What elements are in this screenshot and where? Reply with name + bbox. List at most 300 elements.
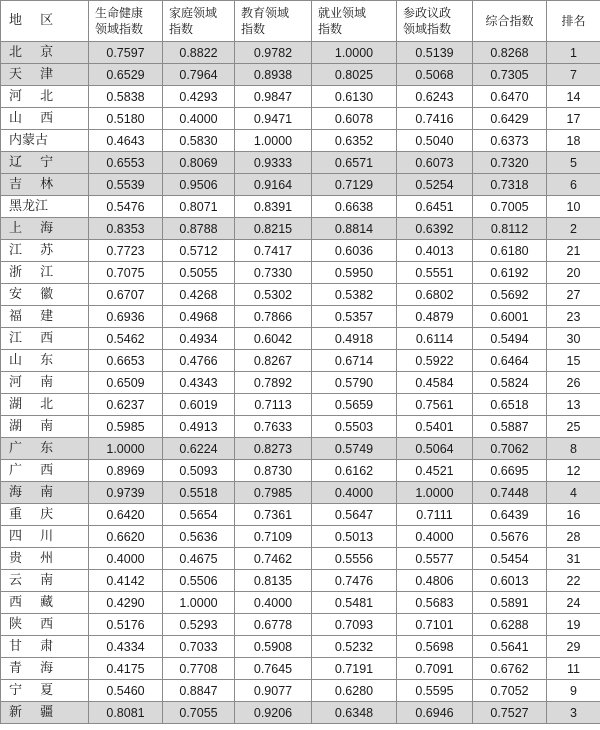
- employment-index-cell: 0.6571: [312, 152, 397, 174]
- employment-index-cell: 0.5749: [312, 438, 397, 460]
- employment-index-cell: 0.6130: [312, 86, 397, 108]
- life-health-index-cell: 0.8353: [89, 218, 163, 240]
- life-health-index-cell: 0.6653: [89, 350, 163, 372]
- table-row: [1, 42, 600, 64]
- composite-index-cell: 0.6464: [473, 350, 547, 372]
- education-index-cell: 0.8135: [235, 570, 312, 592]
- rank-cell: 17: [547, 108, 600, 130]
- region-cell: 甘 肃: [1, 636, 89, 658]
- table-row: [1, 152, 600, 174]
- rank-cell: 2: [547, 218, 600, 240]
- employment-index-cell: 0.5556: [312, 548, 397, 570]
- composite-index-cell: 0.5887: [473, 416, 547, 438]
- composite-index-cell: 0.5494: [473, 328, 547, 350]
- rank-cell: 1: [547, 42, 600, 64]
- political-participation-index-cell: 0.4879: [397, 306, 473, 328]
- region-cell: 吉 林: [1, 174, 89, 196]
- political-participation-index-cell: 0.4584: [397, 372, 473, 394]
- region-cell: 浙 江: [1, 262, 89, 284]
- table-row: [1, 482, 600, 504]
- family-index-cell: 0.4675: [163, 548, 235, 570]
- region-cell: 山 东: [1, 350, 89, 372]
- political-participation-index-cell: 0.6946: [397, 702, 473, 724]
- composite-index-cell: 0.6695: [473, 460, 547, 482]
- rank-cell: 31: [547, 548, 600, 570]
- employment-index-cell: 0.7476: [312, 570, 397, 592]
- political-participation-index-cell: 0.7101: [397, 614, 473, 636]
- table-row: [1, 592, 600, 614]
- column-header-line: 指数: [169, 22, 194, 36]
- composite-index-cell: 0.6470: [473, 86, 547, 108]
- rank-cell: 10: [547, 196, 600, 218]
- composite-index-cell: 0.7305: [473, 64, 547, 86]
- employment-index-cell: 0.6162: [312, 460, 397, 482]
- education-index-cell: 0.5908: [235, 636, 312, 658]
- political-participation-index-cell: 0.5401: [397, 416, 473, 438]
- rank-cell: 21: [547, 240, 600, 262]
- rank-cell: 27: [547, 284, 600, 306]
- life-health-index-cell: 0.5539: [89, 174, 163, 196]
- political-participation-index-cell: 0.5683: [397, 592, 473, 614]
- employment-index-cell: 0.6348: [312, 702, 397, 724]
- composite-index-cell: 0.6373: [473, 130, 547, 152]
- table-row: [1, 306, 600, 328]
- rank-cell: 7: [547, 64, 600, 86]
- table-row: [1, 504, 600, 526]
- life-health-index-cell: 0.4290: [89, 592, 163, 614]
- life-health-index-cell: 0.5462: [89, 328, 163, 350]
- family-index-cell: 0.7033: [163, 636, 235, 658]
- family-index-cell: 0.4293: [163, 86, 235, 108]
- header-row: [1, 1, 600, 42]
- family-index-cell: 0.8847: [163, 680, 235, 702]
- table-row: [1, 284, 600, 306]
- employment-index-cell: 0.6036: [312, 240, 397, 262]
- employment-index-cell: 0.7093: [312, 614, 397, 636]
- region-cell: 西 藏: [1, 592, 89, 614]
- life-health-index-cell: 0.4643: [89, 130, 163, 152]
- column-header-line: 生命健康: [95, 6, 144, 20]
- family-index-cell: 0.8071: [163, 196, 235, 218]
- life-health-index-cell: 0.7075: [89, 262, 163, 284]
- region-cell: 山 西: [1, 108, 89, 130]
- column-header-line: 教育领域: [241, 6, 290, 20]
- column-header-family-index: [163, 1, 235, 42]
- family-index-cell: 0.4000: [163, 108, 235, 130]
- column-header-line: 就业领域: [318, 6, 367, 20]
- composite-index-cell: 0.8268: [473, 42, 547, 64]
- political-participation-index-cell: 0.6073: [397, 152, 473, 174]
- employment-index-cell: 0.6280: [312, 680, 397, 702]
- region-cell: 黑龙江: [1, 196, 89, 218]
- composite-index-cell: 0.5454: [473, 548, 547, 570]
- region-cell: 天 津: [1, 64, 89, 86]
- table-row: [1, 328, 600, 350]
- political-participation-index-cell: 0.5595: [397, 680, 473, 702]
- column-header-line: 综合指数: [485, 14, 534, 28]
- table-row: [1, 130, 600, 152]
- rank-cell: 26: [547, 372, 600, 394]
- life-health-index-cell: 0.6620: [89, 526, 163, 548]
- employment-index-cell: 0.5790: [312, 372, 397, 394]
- life-health-index-cell: 0.5476: [89, 196, 163, 218]
- political-participation-index-cell: 0.6114: [397, 328, 473, 350]
- table-header: [1, 1, 600, 42]
- column-header-line: 参政议政: [403, 6, 452, 20]
- family-index-cell: 0.8788: [163, 218, 235, 240]
- region-cell: 安 徽: [1, 284, 89, 306]
- life-health-index-cell: 0.4142: [89, 570, 163, 592]
- table-row: [1, 108, 600, 130]
- composite-index-cell: 0.6762: [473, 658, 547, 680]
- table-row: [1, 372, 600, 394]
- rank-cell: 28: [547, 526, 600, 548]
- life-health-index-cell: 0.8969: [89, 460, 163, 482]
- education-index-cell: 0.4000: [235, 592, 312, 614]
- life-health-index-cell: 0.5180: [89, 108, 163, 130]
- family-index-cell: 0.5654: [163, 504, 235, 526]
- table-row: [1, 548, 600, 570]
- employment-index-cell: 0.5232: [312, 636, 397, 658]
- employment-index-cell: 0.5382: [312, 284, 397, 306]
- composite-index-cell: 0.7527: [473, 702, 547, 724]
- life-health-index-cell: 0.6529: [89, 64, 163, 86]
- table-row: [1, 636, 600, 658]
- rank-cell: 20: [547, 262, 600, 284]
- column-header-composite-index: [473, 1, 547, 42]
- political-participation-index-cell: 0.5068: [397, 64, 473, 86]
- composite-index-cell: 0.6180: [473, 240, 547, 262]
- life-health-index-cell: 0.6509: [89, 372, 163, 394]
- family-index-cell: 0.4268: [163, 284, 235, 306]
- region-cell: 江 西: [1, 328, 89, 350]
- political-participation-index-cell: 0.5698: [397, 636, 473, 658]
- employment-index-cell: 0.5659: [312, 394, 397, 416]
- political-participation-index-cell: 0.6451: [397, 196, 473, 218]
- life-health-index-cell: 0.7597: [89, 42, 163, 64]
- education-index-cell: 0.9847: [235, 86, 312, 108]
- table-row: [1, 86, 600, 108]
- family-index-cell: 0.5712: [163, 240, 235, 262]
- table-row: [1, 218, 600, 240]
- education-index-cell: 0.7985: [235, 482, 312, 504]
- table-row: [1, 240, 600, 262]
- family-index-cell: 0.8822: [163, 42, 235, 64]
- political-participation-index-cell: 0.5577: [397, 548, 473, 570]
- life-health-index-cell: 0.6707: [89, 284, 163, 306]
- rank-cell: 30: [547, 328, 600, 350]
- region-cell: 海 南: [1, 482, 89, 504]
- table-row: [1, 174, 600, 196]
- rank-cell: 11: [547, 658, 600, 680]
- region-cell: 河 南: [1, 372, 89, 394]
- education-index-cell: 1.0000: [235, 130, 312, 152]
- column-header-education-index: [235, 1, 312, 42]
- composite-index-cell: 0.5824: [473, 372, 547, 394]
- family-index-cell: 0.6224: [163, 438, 235, 460]
- family-index-cell: 0.4766: [163, 350, 235, 372]
- life-health-index-cell: 0.5176: [89, 614, 163, 636]
- rank-cell: 22: [547, 570, 600, 592]
- education-index-cell: 0.7892: [235, 372, 312, 394]
- family-index-cell: 0.9506: [163, 174, 235, 196]
- composite-index-cell: 0.7052: [473, 680, 547, 702]
- education-index-cell: 0.8938: [235, 64, 312, 86]
- education-index-cell: 0.7417: [235, 240, 312, 262]
- rank-cell: 23: [547, 306, 600, 328]
- rank-cell: 8: [547, 438, 600, 460]
- rank-cell: 12: [547, 460, 600, 482]
- life-health-index-cell: 0.6237: [89, 394, 163, 416]
- education-index-cell: 0.9164: [235, 174, 312, 196]
- education-index-cell: 0.7866: [235, 306, 312, 328]
- education-index-cell: 0.9206: [235, 702, 312, 724]
- table-row: [1, 702, 600, 724]
- family-index-cell: 0.5293: [163, 614, 235, 636]
- political-participation-index-cell: 0.7561: [397, 394, 473, 416]
- column-header-line: 排名: [561, 14, 586, 28]
- education-index-cell: 0.9333: [235, 152, 312, 174]
- family-index-cell: 0.6019: [163, 394, 235, 416]
- region-cell: 贵 州: [1, 548, 89, 570]
- column-header-employment-index: [312, 1, 397, 42]
- composite-index-cell: 0.6429: [473, 108, 547, 130]
- education-index-cell: 0.9471: [235, 108, 312, 130]
- education-index-cell: 0.7645: [235, 658, 312, 680]
- table-row: [1, 262, 600, 284]
- life-health-index-cell: 0.5838: [89, 86, 163, 108]
- column-header-line: 指数: [241, 22, 266, 36]
- employment-index-cell: 0.4000: [312, 482, 397, 504]
- composite-index-cell: 0.6001: [473, 306, 547, 328]
- family-index-cell: 0.5506: [163, 570, 235, 592]
- employment-index-cell: 1.0000: [312, 42, 397, 64]
- employment-index-cell: 0.7191: [312, 658, 397, 680]
- employment-index-cell: 0.5503: [312, 416, 397, 438]
- family-index-cell: 0.5518: [163, 482, 235, 504]
- composite-index-cell: 0.5676: [473, 526, 547, 548]
- education-index-cell: 0.6042: [235, 328, 312, 350]
- political-participation-index-cell: 0.7416: [397, 108, 473, 130]
- region-cell: 江 苏: [1, 240, 89, 262]
- region-cell: 云 南: [1, 570, 89, 592]
- composite-index-cell: 0.7320: [473, 152, 547, 174]
- education-index-cell: 0.9782: [235, 42, 312, 64]
- political-participation-index-cell: 0.4521: [397, 460, 473, 482]
- political-participation-index-cell: 0.5922: [397, 350, 473, 372]
- education-index-cell: 0.7113: [235, 394, 312, 416]
- rank-cell: 6: [547, 174, 600, 196]
- rank-cell: 29: [547, 636, 600, 658]
- table-row: [1, 350, 600, 372]
- political-participation-index-cell: 0.5139: [397, 42, 473, 64]
- composite-index-cell: 0.6013: [473, 570, 547, 592]
- composite-index-cell: 0.5692: [473, 284, 547, 306]
- political-participation-index-cell: 0.4013: [397, 240, 473, 262]
- life-health-index-cell: 0.8081: [89, 702, 163, 724]
- table-row: [1, 614, 600, 636]
- region-cell: 四 川: [1, 526, 89, 548]
- region-cell: 辽 宁: [1, 152, 89, 174]
- life-health-index-cell: 0.4334: [89, 636, 163, 658]
- column-header-rank: [547, 1, 600, 42]
- life-health-index-cell: 0.6936: [89, 306, 163, 328]
- political-participation-index-cell: 0.6392: [397, 218, 473, 240]
- employment-index-cell: 0.5357: [312, 306, 397, 328]
- education-index-cell: 0.7330: [235, 262, 312, 284]
- life-health-index-cell: 0.4175: [89, 658, 163, 680]
- employment-index-cell: 0.6352: [312, 130, 397, 152]
- column-header-line: 领域指数: [403, 22, 452, 36]
- life-health-index-cell: 0.7723: [89, 240, 163, 262]
- political-participation-index-cell: 0.5040: [397, 130, 473, 152]
- rank-cell: 3: [547, 702, 600, 724]
- family-index-cell: 0.7708: [163, 658, 235, 680]
- education-index-cell: 0.7361: [235, 504, 312, 526]
- composite-index-cell: 0.7062: [473, 438, 547, 460]
- region-cell: 上 海: [1, 218, 89, 240]
- rank-cell: 5: [547, 152, 600, 174]
- family-index-cell: 0.5093: [163, 460, 235, 482]
- composite-index-cell: 0.7448: [473, 482, 547, 504]
- table-row: [1, 64, 600, 86]
- family-index-cell: 0.4968: [163, 306, 235, 328]
- region-cell: 新 疆: [1, 702, 89, 724]
- region-cell: 湖 南: [1, 416, 89, 438]
- education-index-cell: 0.6778: [235, 614, 312, 636]
- rank-cell: 25: [547, 416, 600, 438]
- rank-cell: 13: [547, 394, 600, 416]
- employment-index-cell: 0.5950: [312, 262, 397, 284]
- life-health-index-cell: 0.5985: [89, 416, 163, 438]
- rank-cell: 15: [547, 350, 600, 372]
- family-index-cell: 1.0000: [163, 592, 235, 614]
- employment-index-cell: 0.5647: [312, 504, 397, 526]
- employment-index-cell: 0.7129: [312, 174, 397, 196]
- composite-index-cell: 0.8112: [473, 218, 547, 240]
- table-row: [1, 526, 600, 548]
- life-health-index-cell: 0.6553: [89, 152, 163, 174]
- political-participation-index-cell: 0.5064: [397, 438, 473, 460]
- family-index-cell: 0.4934: [163, 328, 235, 350]
- political-participation-index-cell: 0.6243: [397, 86, 473, 108]
- column-header-line: 地 区: [9, 13, 54, 28]
- education-index-cell: 0.8391: [235, 196, 312, 218]
- composite-index-cell: 0.7318: [473, 174, 547, 196]
- political-participation-index-cell: 0.4806: [397, 570, 473, 592]
- education-index-cell: 0.8215: [235, 218, 312, 240]
- education-index-cell: 0.8273: [235, 438, 312, 460]
- family-index-cell: 0.5055: [163, 262, 235, 284]
- political-participation-index-cell: 0.6802: [397, 284, 473, 306]
- region-cell: 广 东: [1, 438, 89, 460]
- table-row: [1, 394, 600, 416]
- column-header-line: 领域指数: [95, 22, 144, 36]
- education-index-cell: 0.9077: [235, 680, 312, 702]
- rank-cell: 19: [547, 614, 600, 636]
- composite-index-cell: 0.5641: [473, 636, 547, 658]
- region-cell: 重 庆: [1, 504, 89, 526]
- political-participation-index-cell: 0.4000: [397, 526, 473, 548]
- region-cell: 宁 夏: [1, 680, 89, 702]
- table-row: [1, 658, 600, 680]
- employment-index-cell: 0.8814: [312, 218, 397, 240]
- political-participation-index-cell: 1.0000: [397, 482, 473, 504]
- table-row: [1, 570, 600, 592]
- column-header-political-participation-index: [397, 1, 473, 42]
- rank-cell: 18: [547, 130, 600, 152]
- column-header-region: [1, 1, 89, 42]
- composite-index-cell: 0.6192: [473, 262, 547, 284]
- political-participation-index-cell: 0.5551: [397, 262, 473, 284]
- table-row: [1, 680, 600, 702]
- rank-cell: 16: [547, 504, 600, 526]
- life-health-index-cell: 0.5460: [89, 680, 163, 702]
- employment-index-cell: 0.6714: [312, 350, 397, 372]
- employment-index-cell: 0.8025: [312, 64, 397, 86]
- region-cell: 福 建: [1, 306, 89, 328]
- composite-index-cell: 0.6439: [473, 504, 547, 526]
- column-header-life-health-index: [89, 1, 163, 42]
- political-participation-index-cell: 0.5254: [397, 174, 473, 196]
- employment-index-cell: 0.5013: [312, 526, 397, 548]
- rank-cell: 4: [547, 482, 600, 504]
- table-row: [1, 416, 600, 438]
- life-health-index-cell: 0.6420: [89, 504, 163, 526]
- composite-index-cell: 0.6518: [473, 394, 547, 416]
- education-index-cell: 0.7109: [235, 526, 312, 548]
- composite-index-cell: 0.7005: [473, 196, 547, 218]
- education-index-cell: 0.5302: [235, 284, 312, 306]
- region-cell: 河 北: [1, 86, 89, 108]
- family-index-cell: 0.5636: [163, 526, 235, 548]
- employment-index-cell: 0.5481: [312, 592, 397, 614]
- table-row: [1, 438, 600, 460]
- table-row: [1, 460, 600, 482]
- family-index-cell: 0.5830: [163, 130, 235, 152]
- family-index-cell: 0.4913: [163, 416, 235, 438]
- education-index-cell: 0.8267: [235, 350, 312, 372]
- life-health-index-cell: 1.0000: [89, 438, 163, 460]
- rank-cell: 9: [547, 680, 600, 702]
- region-cell: 青 海: [1, 658, 89, 680]
- column-header-line: 家庭领域: [169, 6, 218, 20]
- education-index-cell: 0.7633: [235, 416, 312, 438]
- education-index-cell: 0.7462: [235, 548, 312, 570]
- rank-cell: 24: [547, 592, 600, 614]
- region-cell: 陕 西: [1, 614, 89, 636]
- composite-index-cell: 0.5891: [473, 592, 547, 614]
- political-participation-index-cell: 0.7111: [397, 504, 473, 526]
- region-cell: 北 京: [1, 42, 89, 64]
- table-row: [1, 196, 600, 218]
- region-cell: 广 西: [1, 460, 89, 482]
- employment-index-cell: 0.6078: [312, 108, 397, 130]
- education-index-cell: 0.8730: [235, 460, 312, 482]
- table-body: [1, 42, 600, 724]
- family-index-cell: 0.8069: [163, 152, 235, 174]
- life-health-index-cell: 0.4000: [89, 548, 163, 570]
- region-cell: 湖 北: [1, 394, 89, 416]
- composite-index-cell: 0.6288: [473, 614, 547, 636]
- employment-index-cell: 0.4918: [312, 328, 397, 350]
- family-index-cell: 0.7055: [163, 702, 235, 724]
- column-header-line: 指数: [318, 22, 343, 36]
- life-health-index-cell: 0.9739: [89, 482, 163, 504]
- political-participation-index-cell: 0.7091: [397, 658, 473, 680]
- employment-index-cell: 0.6638: [312, 196, 397, 218]
- family-index-cell: 0.7964: [163, 64, 235, 86]
